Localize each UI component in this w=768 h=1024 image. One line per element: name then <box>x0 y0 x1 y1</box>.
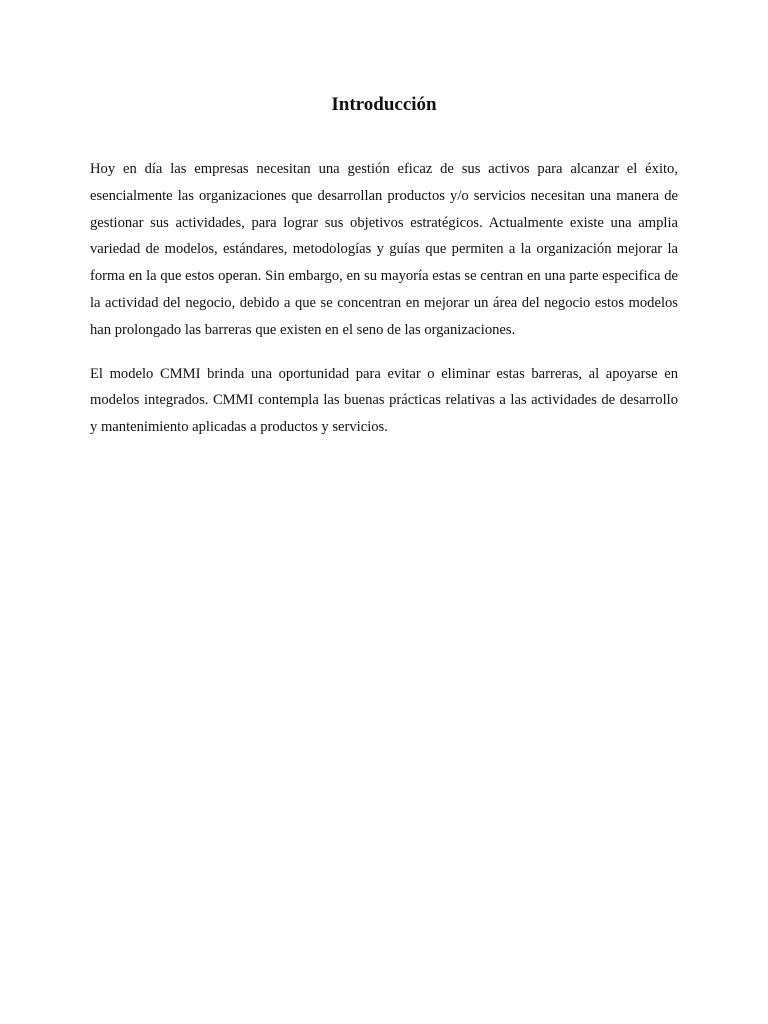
paragraph-2: El modelo CMMI brinda una oportunidad para evitar o eliminar estas barreras, al apoyarse en modelos integrados. CMMI contempla las buenas prácticas relativas a las actividades de desarrollo y mantenimiento aplicadas a productos y servicios. <box>90 365 678 436</box>
paragraph-1: Hoy en día las empresas necesitan una gestión eficaz de sus activos para alcanzar el éxito, esencialmente las organizaciones que desarrollan productos y/o servicios necesitan una manera de gestionar sus actividades, para lograr sus objetivos estratégicos. Actualmente existe una amplia variedad de modelos, estándares, metodologías y guías que permiten a la organización mejorar la forma en la que estos operan. Sin embargo, en su mayoría estas se centran en una parte especifica de la actividad del negocio, debido a que se concentran en mejorar un área del negocio estos modelos han prolongado las barreras que existen en el seno de las organizaciones. <box>90 161 678 338</box>
page-title: Introducción <box>331 94 437 115</box>
